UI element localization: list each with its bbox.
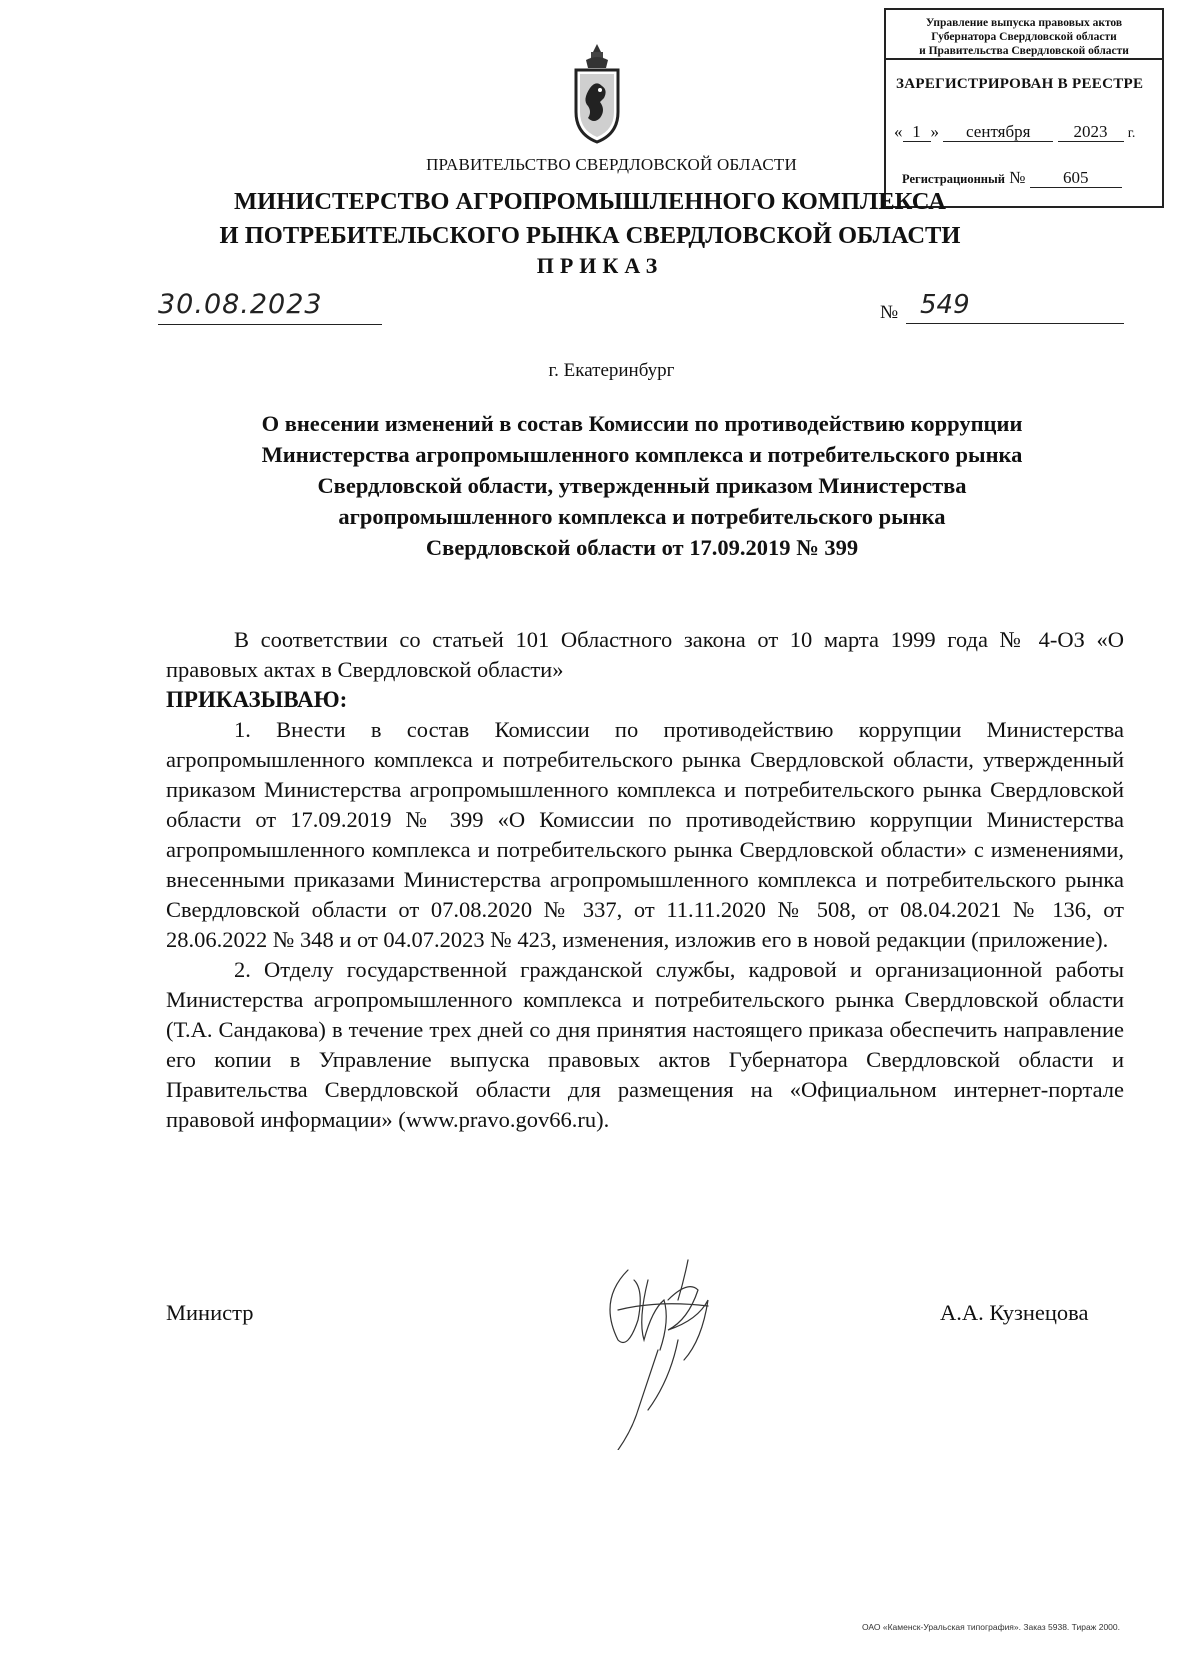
stamp-authority-line: Управление выпуска правовых актов [925, 17, 1123, 29]
order-item-1: 1. Внести в состав Комиссии по противодействию коррупции Министерства агропромышленного комплекса и потребительского рынка Свердловской области, утвержденный приказом Министерства агропромышленного комплекса и потребительского рынка Свердловской области от 17.09.2019 № 399 «О Комиссии по противодействию коррупции Министерства агропромышленного комплекса и потребительского рынка Свердловской области» с изменениями, внесенными приказами Министерства агропромышленного комплекса и потребительского рынка Свердловской области от 07.08.2020 № 337, от 11.11.2020 № 508, от 08.04.2021 № 136, от 28.06.2022 № 348 и от 04.07.2023 № 423, изменения, изложив его в новой редакции (приложение). [166, 717, 1124, 952]
stamp-year-suffix: г. [1127, 126, 1136, 141]
city: г. Екатеринбург [548, 360, 675, 381]
signer-position: Министр [166, 1300, 254, 1325]
handwritten-signature [588, 1250, 738, 1450]
ministry-name-line: МИНИСТЕРСТВО АГРОПРОМЫШЛЕННОГО КОМПЛЕКСА [234, 188, 946, 215]
stamp-date-open: « [894, 122, 903, 141]
coat-of-arms-icon [570, 40, 624, 150]
registration-stamp [884, 8, 1164, 208]
preamble: В соответствии со статьей 101 Областного закона от 10 марта 1999 года № 4-ОЗ «О правовых актах в Свердловской области» [166, 627, 1124, 682]
printer-footer: ОАО «Каменск-Уральская типография». Заказ 5938. Тираж 2000. [861, 1622, 1120, 1632]
handwritten-order-number: 549 [906, 290, 1124, 324]
stamp-number-label: Регистрационный [902, 172, 1005, 186]
title-line: Свердловской области от 17.09.2019 № 399 [425, 535, 859, 560]
stamp-month: сентября [943, 123, 1053, 142]
title-line: Свердловской области, утвержденный приказом Министерства [317, 473, 967, 498]
stamp-date [894, 122, 1156, 142]
document-type: ПРИКАЗ [536, 253, 664, 278]
government-name: ПРАВИТЕЛЬСТВО СВЕРДЛОВСКОЙ ОБЛАСТИ [426, 155, 797, 174]
stamp-authority-line: и Правительства Свердловской области [919, 45, 1129, 57]
document-title [160, 408, 1124, 563]
title-line: О внесении изменений в состав Комиссии по противодействию коррупции [261, 411, 1023, 436]
order-item-2: 2. Отделу государственной гражданской службы, кадровой и организационной работы Министерства агропромышленного комплекса и потребительского рынка Свердловской области (Т.А. Сандакова) в течение трех дней со дня принятия настоящего приказа обеспечить направление его копии в Управление выпуска правовых актов Губернатора Свердловской области и Правительства Свердловской области для размещения на «Официальном интернет-портале правовой информации» (www.pravo.gov66.ru). [166, 957, 1124, 1132]
document-body [166, 625, 1124, 1135]
stamp-authority-line: Губернатора Свердловской области [931, 31, 1117, 43]
title-line: Министерства агропромышленного комплекса и потребительского рынка [261, 442, 1023, 467]
signer-name: А.А. Кузнецова [940, 1300, 1089, 1325]
stamp-registered-label: ЗАРЕГИСТРИРОВАН В РЕЕСТРЕ [896, 76, 1144, 92]
title-line: агропромышленного комплекса и потребительского рынка [338, 504, 946, 529]
stamp-day: 1 [903, 123, 931, 142]
stamp-number-sign: № [1009, 168, 1026, 187]
stamp-number-value: 605 [1030, 169, 1122, 188]
ministry-name [150, 185, 1030, 253]
order-number-label: № [880, 302, 899, 323]
stamp-authority [886, 10, 1162, 60]
handwritten-date: 30.08.2023 [158, 290, 382, 325]
stamp-year: 2023 [1058, 123, 1124, 142]
stamp-date-close: » [930, 122, 939, 141]
order-word: ПРИКАЗЫВАЮ: [166, 687, 348, 712]
ministry-name-line: И ПОТРЕБИТЕЛЬСКОГО РЫНКА СВЕРДЛОВСКОЙ ОБЛАСТИ [219, 222, 961, 249]
